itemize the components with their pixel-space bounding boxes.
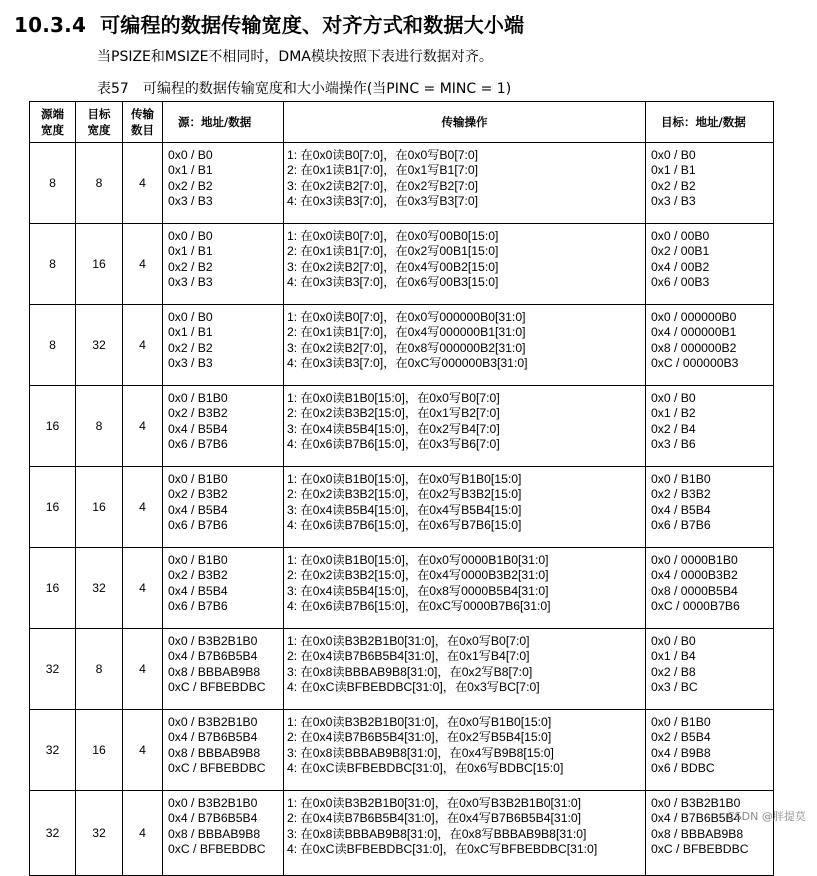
src-addr-cell-line: 0x2 / B2 [168,178,213,193]
table-row [30,143,774,224]
table-caption: 表57 可编程的数据传输宽度和大小端操作(当PINC = MINC = 1) [97,81,512,97]
watermark: CSDN @胖提莫 [727,810,806,823]
src-addr-cell-line: 0x1 / B1 [168,325,213,340]
count-cell: 4 [123,710,163,791]
dst-addr-cell-line: 0x0 / 0000B1B0 [651,553,738,567]
dst-addr-cell-line: 0x4 / 000000B1 [651,325,737,340]
src-addr-cell-line: 0x8 / BBBAB9B8 [168,745,261,760]
src-width-cell: 32 [30,710,76,791]
ops-cell-line: 3: 在0x2读B2[7:0]，在0x2写B2[7:0] [287,178,479,193]
src-addr-cell [163,548,284,629]
dst-width-cell: 8 [76,629,123,710]
src-addr-cell [163,305,284,386]
dst-addr-cell-line: 0x1 / B2 [651,406,696,421]
header-dst-addr: 目标：地址/数据 [646,102,774,143]
src-addr-cell-line: 0x4 / B7B6B5B4 [168,811,258,826]
dst-addr-cell-line: 0x0 / B0 [651,391,696,405]
ops-cell-line: 4: 在0x3读B3[7:0]，在0x3写B3[7:0] [287,194,479,209]
data-width-table [29,101,774,876]
ops-cell-line: 2: 在0x2读B3B2[15:0]，在0x2写B3B2[15:0] [287,487,522,502]
ops-cell-line: 2: 在0x1读B1[7:0]，在0x1写B1[7:0] [287,163,479,178]
src-addr-cell-line: 0xC / BFBEBDBC [168,680,266,695]
ops-cell-line: 2: 在0x4读B7B6B5B4[31:0]，在0x2写B5B4[15:0] [287,730,552,745]
dst-addr-cell-line: 0x0 / B3B2B1B0 [651,796,741,810]
dst-addr-cell-line: 0x4 / 0000B3B2 [651,568,738,583]
ops-cell [284,224,646,305]
src-addr-cell-line: 0x2 / B3B2 [168,568,228,583]
src-addr-cell [163,629,284,710]
src-addr-cell-line: 0x0 / B0 [168,148,213,162]
table-row [30,224,774,305]
header-ops: 传输操作 [284,102,646,143]
src-addr-cell [163,224,284,305]
src-addr-cell-line: 0x8 / BBBAB9B8 [168,664,261,679]
ops-cell-line: 3: 在0x8读BBBAB9B8[31:0]，在0x8写BBBAB9B8[31:0] [287,826,587,841]
ops-cell [284,143,646,224]
dst-addr-cell-line: 0x1 / B4 [651,649,696,664]
dst-addr-cell-line: 0x8 / BBBAB9B8 [651,826,744,841]
count-cell: 4 [123,629,163,710]
section-title: 可编程的数据传输宽度、对齐方式和数据大小端 [100,13,525,37]
header-src-addr: 源：地址/数据 [163,102,284,143]
ops-cell-line: 4: 在0x6读B7B6[15:0]，在0x3写B6[7:0] [287,437,500,452]
section-number: 10.3.4 [14,13,87,37]
dst-width-cell: 16 [76,467,123,548]
dst-addr-cell-line: 0x0 / B1B0 [651,715,711,729]
dst-addr-cell-line: 0x2 / B5B4 [651,730,711,745]
ops-cell-line: 1: 在0x0读B1B0[15:0]，在0x0写B0[7:0] [287,391,500,405]
dst-addr-cell-line: 0x0 / B0 [651,634,696,648]
src-addr-cell-line: 0x4 / B5B4 [168,421,228,436]
table-row [30,791,774,876]
ops-cell-line: 2: 在0x2读B3B2[15:0]，在0x1写B2[7:0] [287,406,500,421]
src-addr-cell [163,467,284,548]
dst-addr-cell-line: 0x6 / B7B6 [651,518,711,533]
src-addr-cell-line: 0x4 / B7B6B5B4 [168,649,258,664]
src-width-cell: 8 [30,224,76,305]
src-addr-cell-line: 0x3 / B3 [168,356,213,371]
src-addr-cell-line: 0x3 / B3 [168,194,213,209]
src-width-cell: 16 [30,467,76,548]
src-addr-cell-line: 0x3 / B3 [168,275,213,290]
dst-addr-cell-line: 0x0 / B1B0 [651,472,711,486]
dst-addr-cell-line: 0x0 / 00B0 [651,229,710,243]
src-addr-cell-line: 0xC / BFBEBDBC [168,842,266,857]
src-width-cell: 16 [30,548,76,629]
dst-addr-cell-line: 0xC / BFBEBDBC [651,842,749,857]
src-addr-cell-line: 0x0 / B3B2B1B0 [168,715,258,729]
ops-cell-line: 3: 在0x4读B5B4[15:0]，在0x8写0000B5B4[31:0] [287,583,549,598]
ops-cell-line: 4: 在0x3读B3[7:0]，在0xC写000000B3[31:0] [287,356,528,371]
count-cell: 4 [123,791,163,876]
dst-addr-cell-line: 0x4 / B5B4 [651,502,711,517]
dst-width-cell: 16 [76,710,123,791]
dst-width-cell: 8 [76,143,123,224]
dst-addr-cell-line: 0x4 / 00B2 [651,259,710,274]
src-addr-cell-line: 0x0 / B0 [168,229,213,243]
ops-cell-line: 3: 在0x2读B2[7:0]，在0x4写00B2[15:0] [287,259,499,274]
dst-width-cell: 32 [76,791,123,876]
ops-cell [284,386,646,467]
dst-addr-cell [646,467,774,548]
src-width-cell: 8 [30,143,76,224]
ops-cell-line: 2: 在0x1读B1[7:0]，在0x4写000000B1[31:0] [287,325,526,340]
src-addr-cell-line: 0xC / BFBEBDBC [168,761,266,776]
src-addr-cell-line: 0x2 / B2 [168,259,213,274]
src-width-cell: 16 [30,386,76,467]
table-row [30,386,774,467]
table-row [30,305,774,386]
table-row [30,710,774,791]
ops-cell [284,548,646,629]
ops-cell-line: 4: 在0xC读BFBEBDBC[31:0]，在0x3写BC[7:0] [287,680,540,695]
src-addr-cell-line: 0x4 / B7B6B5B4 [168,730,258,745]
src-addr-cell-line: 0x1 / B1 [168,244,213,259]
count-cell: 4 [123,386,163,467]
ops-cell-line: 3: 在0x2读B2[7:0]，在0x8写000000B2[31:0] [287,340,526,355]
dst-addr-cell [646,386,774,467]
dst-addr-cell-line: 0x0 / 000000B0 [651,310,737,324]
src-addr-cell-line: 0x0 / B1B0 [168,472,228,486]
dst-addr-cell-line: 0x3 / B6 [651,437,696,452]
src-addr-cell-line: 0x6 / B7B6 [168,437,228,452]
ops-cell-line: 4: 在0x3读B3[7:0]，在0x6写00B3[15:0] [287,275,499,290]
header-dst-width: 目标 宽度 [76,102,123,143]
dst-width-cell: 16 [76,224,123,305]
dst-addr-cell-line: 0xC / 0000B7B6 [651,599,740,614]
dst-addr-cell-line: 0x3 / BC [651,680,698,695]
src-addr-cell-line: 0x2 / B2 [168,340,213,355]
src-addr-cell-line: 0x2 / B3B2 [168,487,228,502]
ops-cell-line: 2: 在0x1读B1[7:0]，在0x2写00B1[15:0] [287,244,499,259]
table-row [30,467,774,548]
ops-cell-line: 4: 在0xC读BFBEBDBC[31:0]，在0x6写BDBC[15:0] [287,761,564,776]
count-cell: 4 [123,467,163,548]
dst-addr-cell-line: 0x2 / B8 [651,664,696,679]
header-count: 传输 数目 [123,102,163,143]
count-cell: 4 [123,224,163,305]
header-src-width: 源端 宽度 [30,102,76,143]
ops-cell-line: 2: 在0x4读B7B6B5B4[31:0]，在0x1写B4[7:0] [287,649,530,664]
src-addr-cell-line: 0x0 / B1B0 [168,553,228,567]
ops-cell-line: 1: 在0x0读B3B2B1B0[31:0]，在0x0写B0[7:0] [287,634,530,648]
ops-cell [284,710,646,791]
ops-cell-line: 3: 在0x8读BBBAB9B8[31:0]，在0x2写B8[7:0] [287,664,533,679]
ops-cell [284,305,646,386]
src-addr-cell-line: 0x0 / B1B0 [168,391,228,405]
src-addr-cell-line: 0x8 / BBBAB9B8 [168,826,261,841]
dst-addr-cell [646,224,774,305]
count-cell: 4 [123,143,163,224]
dst-width-cell: 32 [76,548,123,629]
src-addr-cell [163,710,284,791]
dst-addr-cell [646,305,774,386]
src-addr-cell [163,791,284,876]
ops-cell [284,629,646,710]
src-width-cell: 32 [30,791,76,876]
dst-width-cell: 8 [76,386,123,467]
dst-addr-cell-line: 0x3 / B3 [651,194,696,209]
src-addr-cell-line: 0x6 / B7B6 [168,518,228,533]
dst-addr-cell [646,143,774,224]
dst-addr-cell-line: 0x2 / B4 [651,421,696,436]
dst-addr-cell [646,548,774,629]
dst-addr-cell [646,710,774,791]
dst-width-cell: 32 [76,305,123,386]
ops-cell-line: 2: 在0x4读B7B6B5B4[31:0]，在0x4写B7B6B5B4[31:0] [287,811,582,826]
src-addr-cell-line: 0x4 / B5B4 [168,502,228,517]
ops-cell-line: 1: 在0x0读B1B0[15:0]，在0x0写0000B1B0[31:0] [287,553,549,567]
dst-addr-cell-line: 0x2 / B3B2 [651,487,711,502]
src-addr-cell-line: 0x4 / B5B4 [168,583,228,598]
src-addr-cell-line: 0x1 / B1 [168,163,213,178]
table-header-row [30,102,774,143]
ops-cell-line: 1: 在0x0读B3B2B1B0[31:0]，在0x0写B1B0[15:0] [287,715,552,729]
ops-cell-line: 3: 在0x4读B5B4[15:0]，在0x2写B4[7:0] [287,421,500,436]
dst-addr-cell-line: 0x2 / B2 [651,178,696,193]
count-cell: 4 [123,548,163,629]
src-addr-cell [163,143,284,224]
src-addr-cell-line: 0x6 / B7B6 [168,599,228,614]
src-width-cell: 8 [30,305,76,386]
ops-cell-line: 1: 在0x0读B0[7:0]，在0x0写00B0[15:0] [287,229,499,243]
src-addr-cell [163,386,284,467]
ops-cell-line: 4: 在0x6读B7B6[15:0]，在0xC写0000B7B6[31:0] [287,599,551,614]
table-row [30,548,774,629]
src-addr-cell-line: 0x2 / B3B2 [168,406,228,421]
src-width-cell: 32 [30,629,76,710]
ops-cell-line: 3: 在0x8读BBBAB9B8[31:0]，在0x4写B9B8[15:0] [287,745,554,760]
dst-addr-cell-line: 0x2 / 00B1 [651,244,710,259]
ops-cell-line: 4: 在0xC读BFBEBDBC[31:0]，在0xC写BFBEBDBC[31:0] [287,842,598,857]
ops-cell-line: 3: 在0x4读B5B4[15:0]，在0x4写B5B4[15:0] [287,502,522,517]
ops-cell-line: 2: 在0x2读B3B2[15:0]，在0x4写0000B3B2[31:0] [287,568,549,583]
src-addr-cell-line: 0x0 / B3B2B1B0 [168,796,258,810]
dst-addr-cell-line: 0x8 / 0000B5B4 [651,583,738,598]
dst-addr-cell-line: 0x6 / 00B3 [651,275,710,290]
intro-paragraph: 当PSIZE和MSIZE不相同时，DMA模块按照下表进行数据对齐。 [97,49,493,65]
section-heading [14,9,524,38]
dst-addr-cell-line: 0xC / 000000B3 [651,356,739,371]
dst-addr-cell-line: 0x0 / B0 [651,148,696,162]
src-addr-cell-line: 0x0 / B3B2B1B0 [168,634,258,648]
dst-addr-cell [646,791,774,876]
dst-addr-cell [646,629,774,710]
count-cell: 4 [123,305,163,386]
ops-cell [284,791,646,876]
dst-addr-cell-line: 0x4 / B7B6B5B4 [651,811,741,826]
ops-cell-line: 1: 在0x0读B0[7:0]，在0x0写000000B0[31:0] [287,310,526,324]
dst-addr-cell-line: 0x8 / 000000B2 [651,340,737,355]
dst-addr-cell-line: 0x1 / B1 [651,163,696,178]
dst-addr-cell-line: 0x4 / B9B8 [651,745,711,760]
src-addr-cell-line: 0x0 / B0 [168,310,213,324]
ops-cell-line: 4: 在0x6读B7B6[15:0]，在0x6写B7B6[15:0] [287,518,522,533]
ops-cell-line: 1: 在0x0读B0[7:0]，在0x0写B0[7:0] [287,148,479,162]
ops-cell-line: 1: 在0x0读B1B0[15:0]，在0x0写B1B0[15:0] [287,472,522,486]
ops-cell [284,467,646,548]
ops-cell-line: 1: 在0x0读B3B2B1B0[31:0]，在0x0写B3B2B1B0[31:0] [287,796,582,810]
table-row [30,629,774,710]
dst-addr-cell-line: 0x6 / BDBC [651,761,715,776]
